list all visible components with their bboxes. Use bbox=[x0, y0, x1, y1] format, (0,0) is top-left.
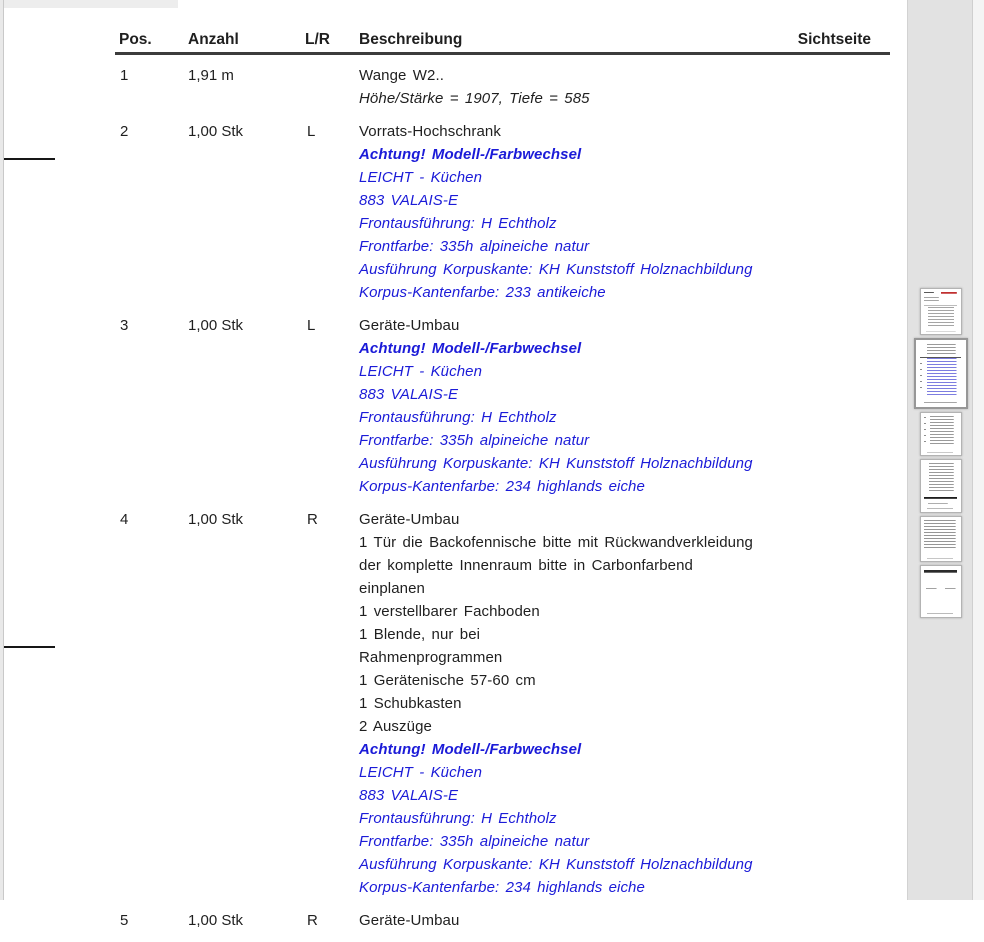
page-thumbnail-4[interactable] bbox=[920, 459, 962, 513]
thumbnail-panel bbox=[907, 0, 972, 900]
quantity: 1,91 m bbox=[188, 66, 234, 84]
page-thumbnail-1[interactable] bbox=[920, 288, 962, 335]
description-line: Frontausführung: H Echtholz bbox=[359, 408, 557, 426]
thumbnail-page-preview bbox=[924, 416, 957, 453]
quantity: 1,00 Stk bbox=[188, 316, 244, 334]
side-indicator: R bbox=[307, 911, 318, 929]
quantity: 1,00 Stk bbox=[188, 911, 244, 929]
description-line: 1 Blende, nur bei bbox=[359, 625, 481, 643]
description-line: Achtung! Modell-/Farbwechsel bbox=[359, 740, 582, 758]
description-line: Rahmenprogrammen bbox=[359, 648, 503, 666]
position-number: 1 bbox=[120, 66, 129, 84]
description-line: LEICHT - Küchen bbox=[359, 168, 483, 186]
description-line: Wange W2.. bbox=[359, 66, 444, 84]
description-line: Korpus-Kantenfarbe: 234 highlands eiche bbox=[359, 477, 645, 495]
viewport-top-edge bbox=[0, 0, 178, 8]
position-number: 3 bbox=[120, 316, 129, 334]
description-line: Frontausführung: H Echtholz bbox=[359, 214, 557, 232]
thumbnail-column bbox=[908, 288, 973, 618]
description-line: Achtung! Modell-/Farbwechsel bbox=[359, 339, 582, 357]
thumbnail-page-preview bbox=[924, 520, 957, 559]
description-line: der komplette Innenraum bitte in Carbonfarbend bbox=[359, 556, 693, 574]
description-line: 2 Auszüge bbox=[359, 717, 432, 735]
thumbnail-page-preview bbox=[924, 569, 957, 614]
description-line: 883 VALAIS-E bbox=[359, 191, 459, 209]
position-row bbox=[115, 120, 890, 304]
description-line: 1 verstellbarer Fachboden bbox=[359, 602, 540, 620]
description-line: Höhe/Stärke = 1907, Tiefe = 585 bbox=[359, 89, 590, 107]
description-line: Ausführung Korpuskante: KH Kunststoff Holznachbildung bbox=[359, 855, 753, 873]
description-cell bbox=[359, 64, 890, 110]
description-line: 1 Gerätenische 57-60 cm bbox=[359, 671, 536, 689]
description-line: Achtung! Modell-/Farbwechsel bbox=[359, 145, 582, 163]
description-line: LEICHT - Küchen bbox=[359, 362, 483, 380]
side-indicator bbox=[305, 64, 359, 110]
col-header-sichtseite: Sichtseite bbox=[797, 31, 871, 48]
page-thumbnail-5[interactable] bbox=[920, 516, 962, 562]
description-line: 883 VALAIS-E bbox=[359, 786, 459, 804]
quantity: 1,00 Stk bbox=[188, 510, 244, 528]
viewport-left-edge bbox=[0, 0, 4, 900]
description-line: 1 Tür die Backofennische bitte mit Rückwandverkleidung bbox=[359, 533, 753, 551]
thumbnail-page-preview bbox=[924, 292, 957, 332]
scrollbar-track[interactable] bbox=[972, 0, 984, 900]
description-line: Frontfarbe: 335h alpineiche natur bbox=[359, 431, 590, 449]
description-cell bbox=[359, 314, 890, 498]
position-number: 2 bbox=[120, 122, 129, 140]
description-cell bbox=[359, 508, 890, 899]
col-header-lr: L/R bbox=[305, 31, 330, 48]
description-line: Korpus-Kantenfarbe: 233 antikeiche bbox=[359, 283, 606, 301]
description-line: 883 VALAIS-E bbox=[359, 385, 459, 403]
description-cell bbox=[359, 909, 890, 932]
description-line: Ausführung Korpuskante: KH Kunststoff Holznachbildung bbox=[359, 454, 753, 472]
description-line: Vorrats-Hochschrank bbox=[359, 122, 501, 140]
header-rule bbox=[115, 52, 890, 55]
fold-mark-top bbox=[4, 158, 55, 160]
position-number: 4 bbox=[120, 510, 129, 528]
description-line: LEICHT - Küchen bbox=[359, 763, 483, 781]
page-thumbnail-3[interactable] bbox=[920, 412, 962, 456]
description-line: einplanen bbox=[359, 579, 425, 597]
description-line: Korpus-Kantenfarbe: 234 highlands eiche bbox=[359, 878, 645, 896]
description-line: Geräte-Umbau bbox=[359, 316, 460, 334]
order-document-page bbox=[115, 30, 890, 942]
description-line: Ausführung Korpuskante: KH Kunststoff Holznachbildung bbox=[359, 260, 753, 278]
thumbnail-page-preview bbox=[924, 463, 957, 509]
description-line: 1 Schubkasten bbox=[359, 694, 462, 712]
positions-table-body bbox=[115, 64, 890, 932]
position-row bbox=[115, 314, 890, 498]
col-header-beschreibung: Beschreibung bbox=[359, 31, 463, 48]
description-line: Geräte-Umbau bbox=[359, 510, 460, 528]
description-line: Frontausführung: H Echtholz bbox=[359, 809, 557, 827]
position-row bbox=[115, 508, 890, 899]
table-header-row bbox=[115, 30, 890, 50]
position-row bbox=[115, 909, 890, 932]
position-row bbox=[115, 64, 890, 110]
description-cell bbox=[359, 120, 890, 304]
position-number: 5 bbox=[120, 911, 129, 929]
description-line: Frontfarbe: 335h alpineiche natur bbox=[359, 237, 590, 255]
description-line: Frontfarbe: 335h alpineiche natur bbox=[359, 832, 590, 850]
fold-mark-bottom bbox=[4, 646, 55, 648]
side-indicator: R bbox=[307, 510, 318, 528]
side-indicator: L bbox=[307, 122, 316, 140]
page-thumbnail-2[interactable] bbox=[914, 338, 968, 409]
page-thumbnail-6[interactable] bbox=[920, 565, 962, 618]
description-line: Geräte-Umbau bbox=[359, 911, 460, 929]
side-indicator: L bbox=[307, 316, 316, 334]
col-header-anzahl: Anzahl bbox=[188, 31, 239, 48]
quantity: 1,00 Stk bbox=[188, 122, 244, 140]
thumbnail-page-preview bbox=[920, 344, 961, 403]
col-header-pos: Pos. bbox=[119, 31, 152, 48]
